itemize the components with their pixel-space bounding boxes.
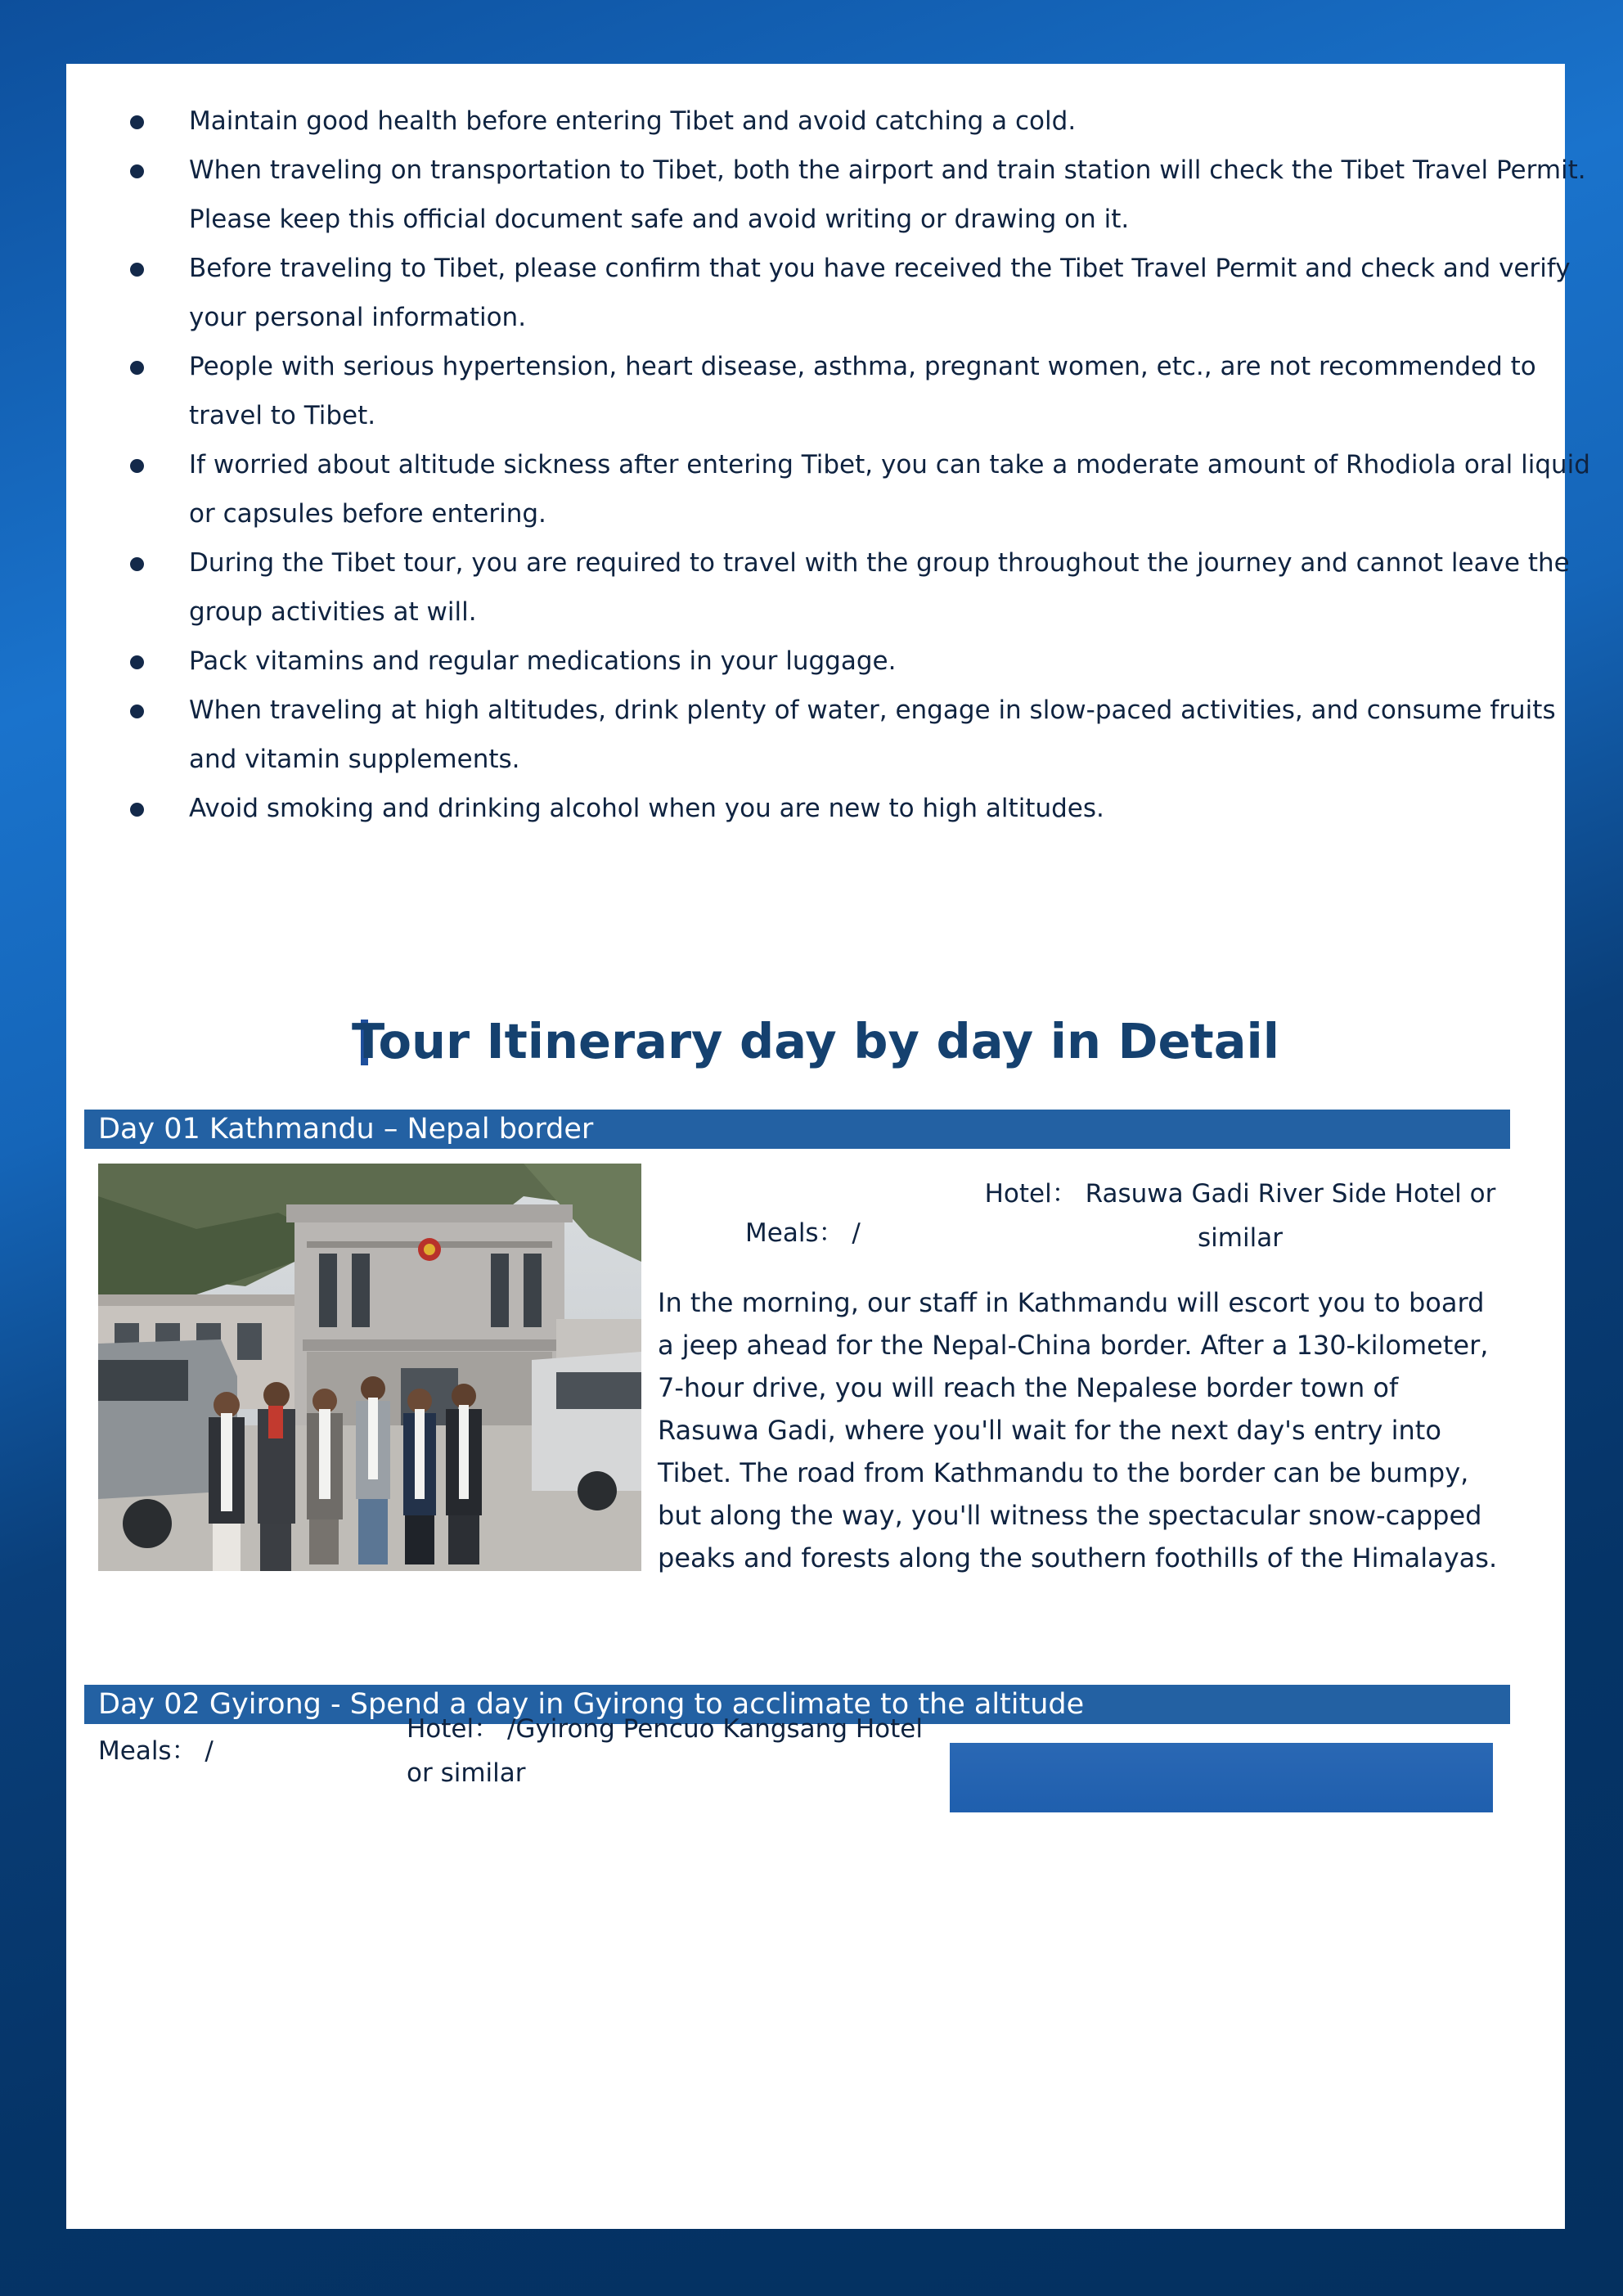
tip-text: People with serious hypertension, heart disease, asthma, pregnant women, etc., are not recommended to travel to Tibet.	[189, 352, 1536, 430]
day-02-hotel: Hotel： /Gyirong Pencuo Kangsang Hotel or similar	[407, 1714, 923, 1788]
bullet-icon	[130, 361, 144, 375]
day-01-hotel: Hotel： Rasuwa Gadi River Side Hotel or similar	[984, 1179, 1496, 1253]
border-crossing-photo	[98, 1164, 641, 1571]
bullet-icon	[130, 263, 144, 277]
day-01-description: In the morning, our staff in Kathmandu will escort you to board a jeep ahead for the Nepal-China border. After a 130-kilometer, 7-hour drive, you will reach the Nepalese border town of Rasuwa Gadi, where you'll wait for the next day's entry into Tibet. The road from Kathmandu to the border can be bumpy, but along the way, you'll witness the spectacular snow-capped peaks and forests along the southern foothills of the Himalayas.	[658, 1287, 1498, 1573]
day-02-header: Day 02 Gyirong - Spend a day in Gyirong to acclimate to the altitude	[84, 1685, 1510, 1724]
list-item	[97, 637, 1594, 686]
bullet-icon	[130, 115, 144, 129]
section-title: Tour Itinerary day by day in Detail	[352, 1013, 1279, 1069]
tip-text: If worried about altitude sickness after entering Tibet, you can take a moderate amount of Rhodiola oral liquid or capsules before entering.	[189, 450, 1590, 529]
tip-text: During the Tibet tour, you are required to travel with the group throughout the journey and cannot leave the group activities at will.	[189, 548, 1570, 627]
bullet-icon	[130, 705, 144, 718]
tip-text: When traveling on transportation to Tibet, both the airport and train station will check the Tibet Travel Permit. Please keep this official document safe and avoid writing or drawing on it.	[189, 155, 1586, 234]
day-01-header: Day 01 Kathmandu – Nepal border	[84, 1110, 1510, 1149]
list-item	[97, 244, 1594, 342]
list-item	[97, 440, 1594, 538]
bullet-icon	[130, 164, 144, 178]
tip-text: Maintain good health before entering Tibet and avoid catching a cold.	[189, 106, 1077, 136]
day-02-meals: Meals： /	[98, 1736, 214, 1766]
bullet-icon	[130, 459, 144, 473]
tip-text: Avoid smoking and drinking alcohol when you are new to high altitudes.	[189, 794, 1104, 823]
tip-text: When traveling at high altitudes, drink plenty of water, engage in slow-paced activities, and consume fruits and vitamin supplements.	[189, 696, 1556, 774]
tip-text: Before traveling to Tibet, please confirm that you have received the Tibet Travel Permit and check and verify your personal information.	[189, 254, 1571, 332]
bullet-icon	[130, 557, 144, 571]
document-page	[66, 64, 1590, 2229]
bullet-icon	[130, 803, 144, 817]
list-item	[97, 146, 1594, 244]
travel-tips-list	[97, 97, 1594, 833]
list-item	[97, 97, 1594, 146]
list-item	[97, 538, 1594, 637]
bullet-icon	[130, 655, 144, 669]
list-item	[97, 784, 1594, 833]
day-02-photo	[950, 1743, 1493, 1812]
day-01-meals: Meals： /	[745, 1218, 861, 1248]
tip-text: Pack vitamins and regular medications in your luggage.	[189, 646, 897, 676]
list-item	[97, 342, 1594, 440]
list-item	[97, 686, 1594, 784]
